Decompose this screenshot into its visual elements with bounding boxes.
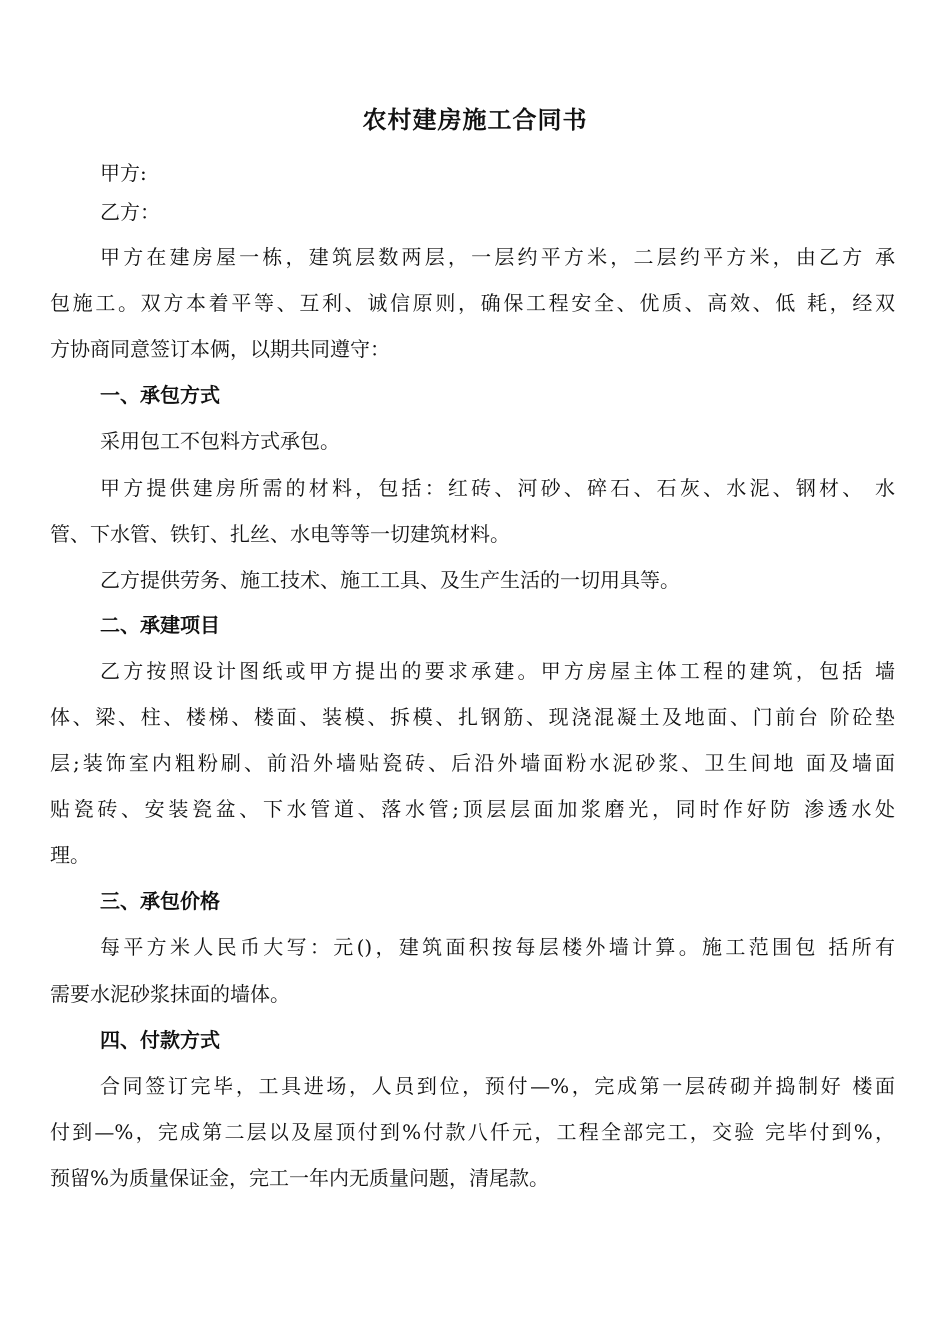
section-4-line-2: 付到—%，完成第二层以及屋顶付到%付款八仟元，工程全部完工，交验 完毕付到%， (50, 1120, 895, 1144)
section-4-heading: 四、付款方式 (100, 1028, 220, 1052)
section-4-line-3: 预留%为质量保证金，完工一年内无质量问题，清尾款。 (50, 1166, 550, 1190)
party-a-line: 甲方: (100, 161, 147, 185)
section-4-line-1: 合同签订完毕，工具进场，人员到位，预付—%，完成第一层砖砌并捣制好 楼面 (100, 1074, 895, 1098)
party-b-line: 乙方： (100, 200, 160, 224)
intro-line-2: 包施工。双方本着平等、互利、诚信原则，确保工程安全、优质、高效、低 耗，经双 (50, 291, 895, 315)
section-1-heading: 一、承包方式 (100, 383, 220, 407)
section-2-line-2: 体、梁、柱、楼梯、楼面、装模、拆模、扎钢筋、现浇混凝土及地面、门前台 阶砼垫 (50, 705, 895, 729)
section-1-line-2: 甲方提供建房所需的材料，包括：红砖、河砂、碎石、石灰、水泥、钢材、 水 (100, 476, 895, 500)
section-1-line-4: 乙方提供劳务、施工技术、施工工具、及生产生活的一切用具等。 (100, 568, 680, 592)
intro-line-1: 甲方在建房屋一栋，建筑层数两层，一层约平方米，二层约平方米，由乙方 承 (100, 245, 895, 269)
section-2-line-5: 理。 (50, 843, 90, 867)
section-2-line-3: 层;装饰室内粗粉刷、前沿外墙贴瓷砖、后沿外墙面粉水泥砂浆、卫生间地 面及墙面 (50, 751, 895, 775)
section-2-line-1: 乙方按照设计图纸或甲方提出的要求承建。甲方房屋主体工程的建筑，包括 墙 (100, 659, 895, 683)
section-2-line-4: 贴瓷砖、安装瓷盆、下水管道、落水管;顶层层面加浆磨光，同时作好防 渗透水处 (50, 797, 895, 821)
section-3-line-1: 每平方米人民币大写：元()，建筑面积按每层楼外墙计算。施工范围包 括所有 (100, 935, 895, 959)
section-2-heading: 二、承建项目 (100, 613, 220, 637)
document-title: 农村建房施工合同书 (362, 106, 588, 134)
intro-line-3: 方协商同意签订本俩，以期共同遵守： (50, 337, 390, 361)
section-1-line-3: 管、下水管、铁钉、扎丝、水电等等一切建筑材料。 (50, 522, 510, 546)
section-1-line-1: 采用包工不包料方式承包。 (100, 429, 340, 453)
section-3-line-2: 需要水泥砂浆抹面的墙体。 (50, 982, 290, 1006)
section-3-heading: 三、承包价格 (100, 889, 220, 913)
